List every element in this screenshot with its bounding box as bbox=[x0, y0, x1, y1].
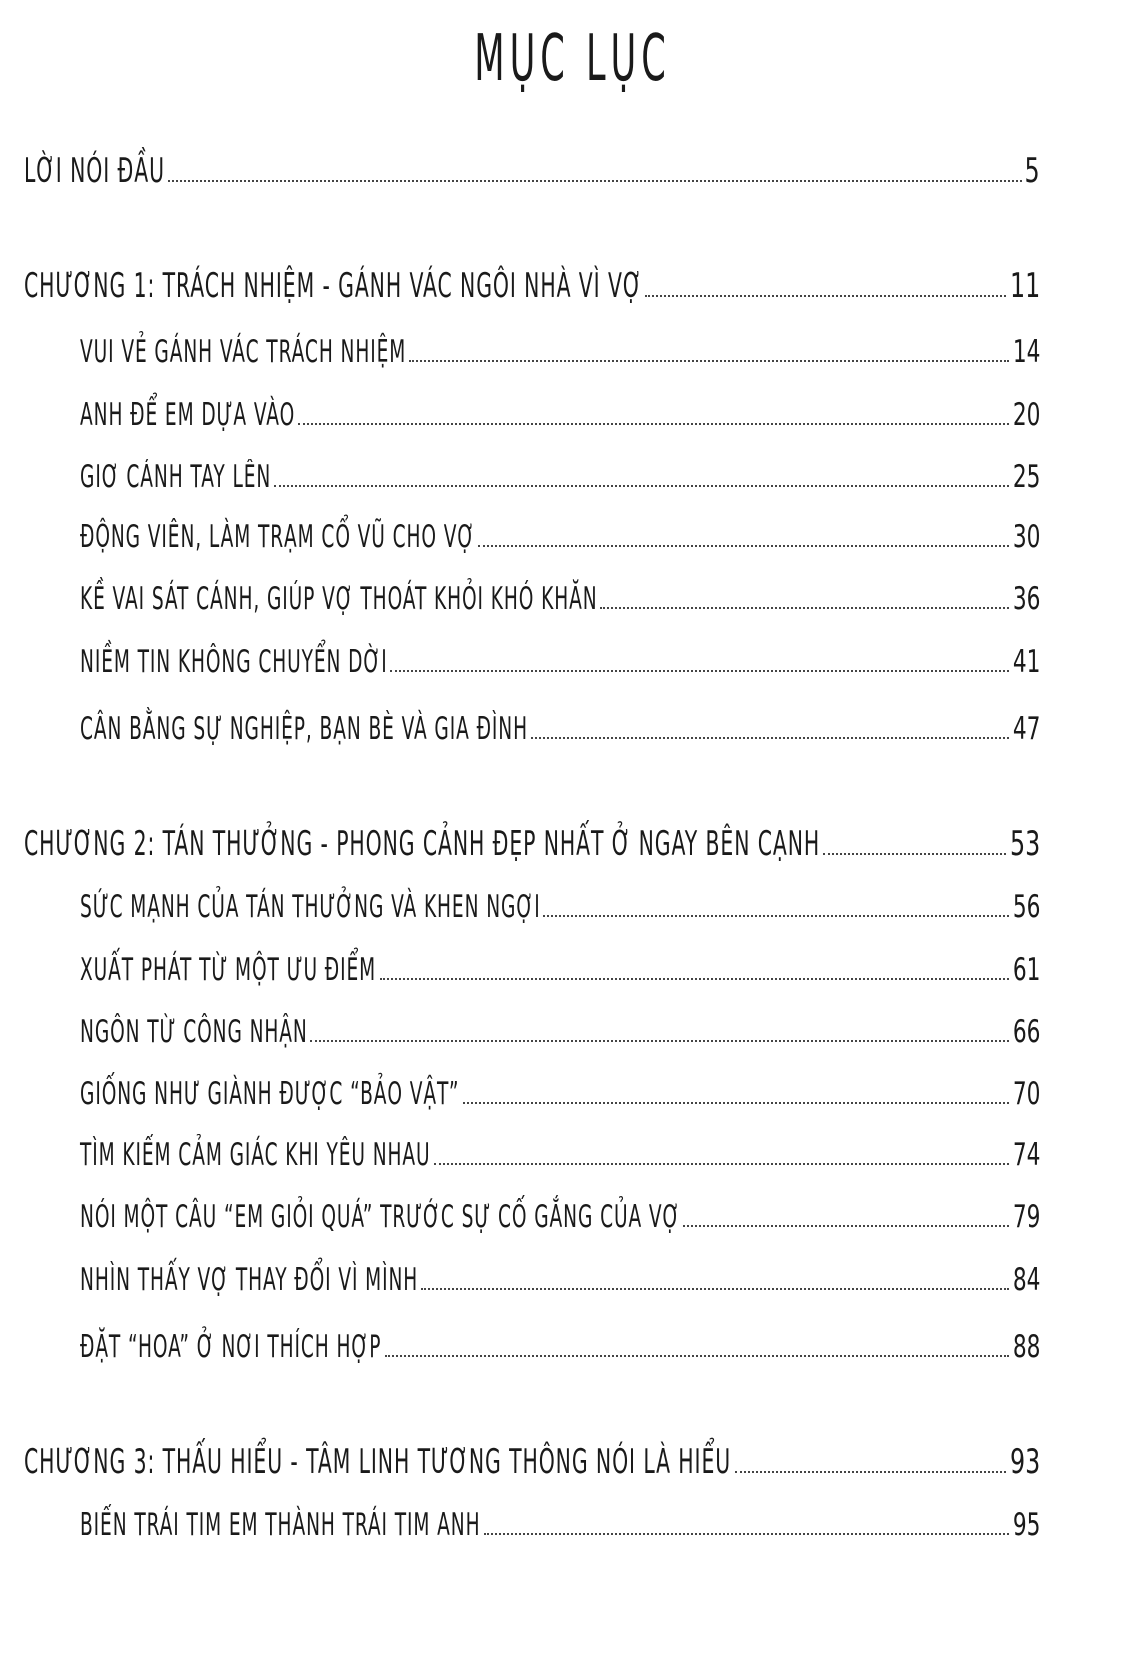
toc-page-number: 93 bbox=[1009, 1442, 1040, 1482]
toc-page-number: 36 bbox=[1012, 581, 1040, 617]
toc-entry-label: TÌM KIẾM CẢM GIÁC KHI YÊU NHAU bbox=[80, 1137, 431, 1173]
toc-entry-label: XUẤT PHÁT TỪ MỘT ƯU ĐIỂM bbox=[80, 952, 377, 988]
dot-leader bbox=[683, 1225, 1009, 1227]
toc-entry-label: NHÌN THẤY VỢ THAY ĐỔI VÌ MÌNH bbox=[80, 1262, 419, 1298]
toc-entry-label: GIỐNG NHƯ GIÀNH ĐƯỢC “BẢO VẬT” bbox=[80, 1076, 460, 1112]
toc-section-entry[interactable] bbox=[80, 1137, 1040, 1173]
toc-page-number: 53 bbox=[1009, 824, 1040, 864]
toc-entry-label: CÂN BẰNG SỰ NGHIỆP, BẠN BÈ VÀ GIA ĐÌNH bbox=[80, 711, 528, 747]
toc-section-entry[interactable] bbox=[80, 1329, 1040, 1365]
toc-entry-label: ĐỘNG VIÊN, LÀM TRẠM CỔ VŨ CHO VỢ bbox=[80, 519, 476, 555]
toc-page-number: 14 bbox=[1012, 334, 1040, 370]
dot-leader bbox=[531, 737, 1009, 739]
toc-entry-label: CHƯƠNG 3: THẤU HIỂU - TÂM LINH TƯƠNG THÔNG NÓI LÀ HIỂU bbox=[24, 1442, 732, 1482]
dot-leader bbox=[735, 1471, 1007, 1473]
toc-section-entry[interactable] bbox=[80, 1014, 1040, 1050]
toc-entry-label: NGÔN TỪ CÔNG NHẬN bbox=[80, 1014, 308, 1050]
toc-page-number: 84 bbox=[1012, 1262, 1040, 1298]
toc-page-number: 20 bbox=[1012, 397, 1040, 433]
toc-entry-label: BIẾN TRÁI TIM EM THÀNH TRÁI TIM ANH bbox=[80, 1507, 481, 1543]
toc-section-entry[interactable] bbox=[80, 889, 1040, 925]
toc-page-number: 70 bbox=[1012, 1076, 1040, 1112]
toc-chapter-entry[interactable] bbox=[24, 266, 1040, 306]
dot-leader bbox=[390, 670, 1008, 672]
toc-entry-label: LỜI NÓI ĐẦU bbox=[24, 151, 165, 191]
toc-page-number: 74 bbox=[1012, 1137, 1040, 1173]
toc-entry-label: ĐẶT “HOA” Ở NƠI THÍCH HỢP bbox=[80, 1329, 382, 1365]
toc-section-entry[interactable] bbox=[80, 1199, 1040, 1235]
toc-entry-label: VUI VẺ GÁNH VÁC TRÁCH NHIỆM bbox=[80, 334, 407, 370]
toc-entry-label: NÓI MỘT CÂU “EM GIỎI QUÁ” TRƯỚC SỰ CỐ GẮNG CỦA VỢ bbox=[80, 1199, 681, 1235]
dot-leader bbox=[600, 607, 1009, 609]
toc-entry-label: KỀ VAI SÁT CÁNH, GIÚP VỢ THOÁT KHỎI KHÓ KHĂN bbox=[80, 581, 598, 617]
toc-entry-label: CHƯƠNG 1: TRÁCH NHIỆM - GÁNH VÁC NGÔI NHÀ VÌ VỢ bbox=[24, 266, 643, 306]
page-title: MỤC LỤC bbox=[474, 22, 671, 96]
toc-section-entry[interactable] bbox=[80, 581, 1040, 617]
toc-section-entry[interactable] bbox=[80, 1507, 1040, 1543]
dot-leader bbox=[168, 180, 1022, 182]
dot-leader bbox=[543, 915, 1009, 917]
toc-page-number: 41 bbox=[1012, 644, 1040, 680]
toc-section-entry[interactable] bbox=[80, 644, 1040, 680]
toc-entry-label: GIƠ CÁNH TAY LÊN bbox=[80, 459, 272, 495]
toc-page-number: 88 bbox=[1012, 1329, 1040, 1365]
dot-leader bbox=[463, 1102, 1009, 1104]
dot-leader bbox=[380, 978, 1009, 980]
toc-entry-label: ANH ĐỂ EM DỰA VÀO bbox=[80, 397, 296, 433]
toc-page-number: 25 bbox=[1012, 459, 1040, 495]
toc-chapter-entry[interactable] bbox=[24, 1442, 1040, 1482]
toc-page-number: 79 bbox=[1012, 1199, 1040, 1235]
toc-page-number: 66 bbox=[1012, 1014, 1040, 1050]
toc-page-number: 56 bbox=[1012, 889, 1040, 925]
dot-leader bbox=[274, 485, 1009, 487]
toc-page-number: 11 bbox=[1009, 266, 1040, 306]
dot-leader bbox=[478, 545, 1009, 547]
toc-section-entry[interactable] bbox=[80, 711, 1040, 747]
toc-page-number: 30 bbox=[1012, 519, 1040, 555]
toc-entry-label: SỨC MẠNH CỦA TÁN THƯỞNG VÀ KHEN NGỢI bbox=[80, 889, 541, 925]
dot-leader bbox=[385, 1355, 1009, 1357]
toc-section-entry[interactable] bbox=[80, 397, 1040, 433]
toc-page-number: 47 bbox=[1012, 711, 1040, 747]
dot-leader bbox=[484, 1533, 1009, 1535]
dot-leader bbox=[421, 1288, 1009, 1290]
toc-page-number: 61 bbox=[1012, 952, 1040, 988]
dot-leader bbox=[310, 1040, 1009, 1042]
toc-section-entry[interactable] bbox=[80, 1076, 1040, 1112]
toc-section-entry[interactable] bbox=[80, 334, 1040, 370]
dot-leader bbox=[298, 423, 1009, 425]
dot-leader bbox=[645, 295, 1007, 297]
toc-chapter-entry[interactable] bbox=[24, 151, 1040, 191]
toc-chapter-entry[interactable] bbox=[24, 824, 1040, 864]
toc-page-number: 95 bbox=[1012, 1507, 1040, 1543]
toc-entry-label: NIỀM TIN KHÔNG CHUYỂN DỜI bbox=[80, 644, 388, 680]
toc-section-entry[interactable] bbox=[80, 459, 1040, 495]
toc-section-entry[interactable] bbox=[80, 519, 1040, 555]
dot-leader bbox=[409, 360, 1009, 362]
toc-entry-label: CHƯƠNG 2: TÁN THƯỞNG - PHONG CẢNH ĐẸP NHẤT Ở NGAY BÊN CẠNH bbox=[24, 824, 821, 864]
toc-section-entry[interactable] bbox=[80, 952, 1040, 988]
dot-leader bbox=[823, 853, 1006, 855]
dot-leader bbox=[434, 1163, 1009, 1165]
toc-section-entry[interactable] bbox=[80, 1262, 1040, 1298]
toc-page-number: 5 bbox=[1024, 151, 1040, 191]
